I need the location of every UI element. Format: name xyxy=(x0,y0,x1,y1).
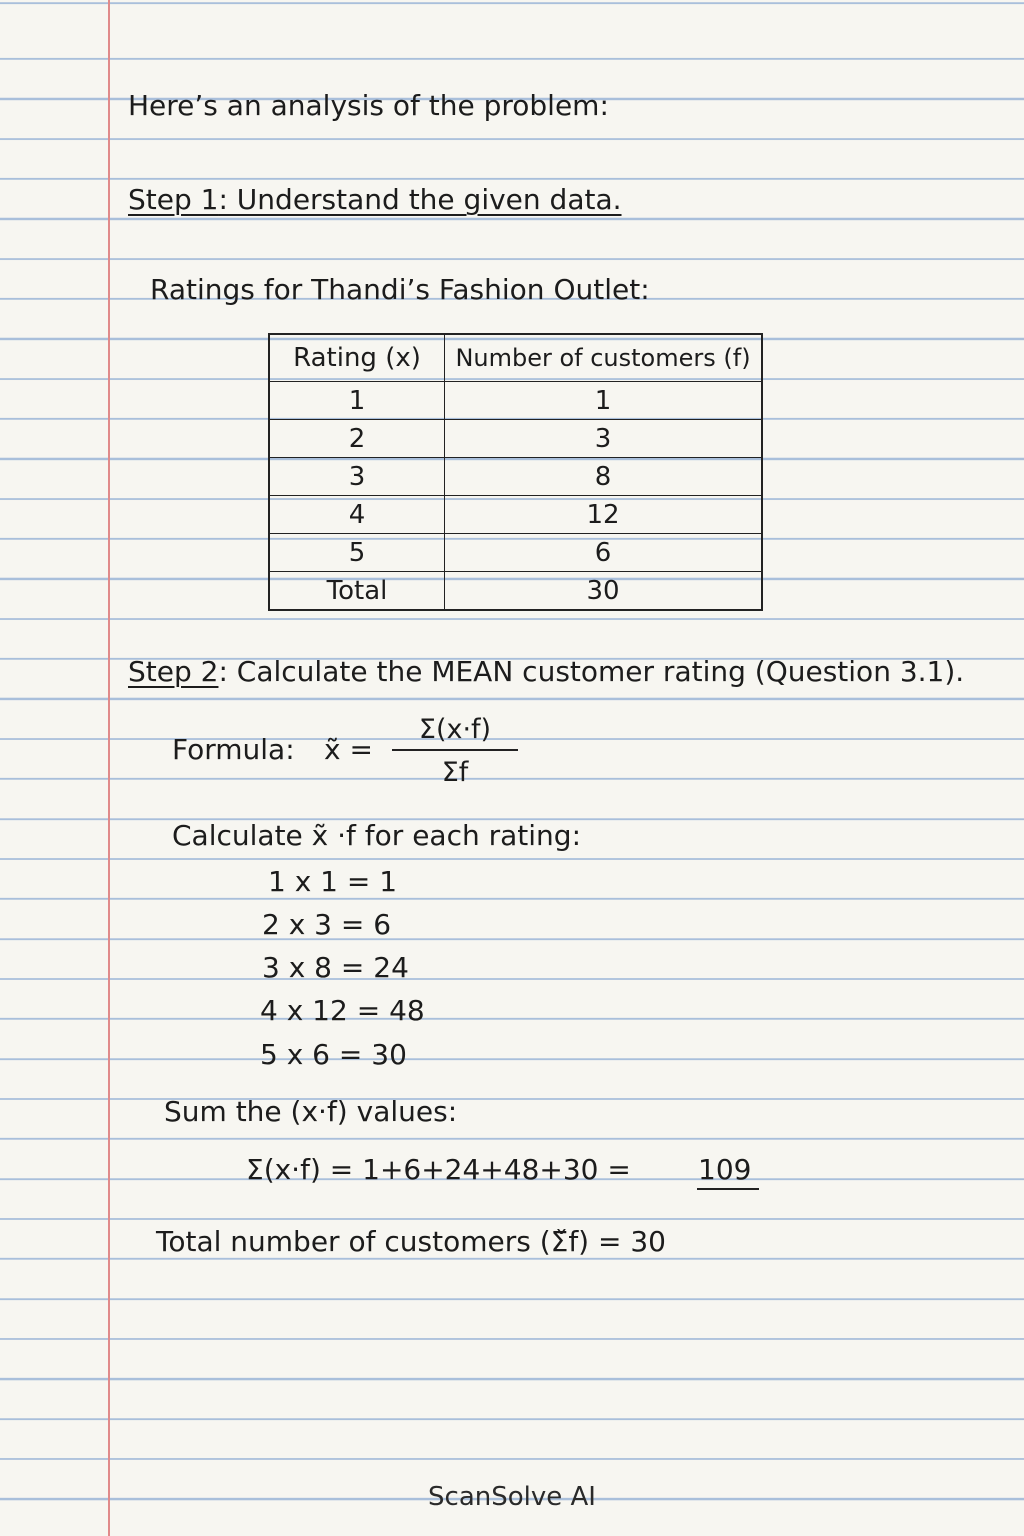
product-line: 5 x 6 = 30 xyxy=(260,1038,407,1071)
cell-customers: 1 xyxy=(445,382,763,420)
sum-result: 109 xyxy=(698,1153,752,1186)
cell-total-label: Total xyxy=(269,572,445,611)
product-line: 3 x 8 = 24 xyxy=(262,951,409,984)
cell-customers: 3 xyxy=(445,420,763,458)
formula-lhs: x̃ = xyxy=(324,733,373,766)
calc-intro: Calculate x̃ ·f for each rating: xyxy=(172,819,582,852)
product-line: 2 x 3 = 6 xyxy=(262,908,392,941)
step2-heading xyxy=(128,655,965,688)
formula-numerator: Σ(x·f) xyxy=(392,714,518,751)
step2-label: Step 2 xyxy=(128,655,219,688)
step1-label: Step 1 xyxy=(128,183,219,216)
sum-expression: Σ(x·f) = 1+6+24+48+30 = xyxy=(246,1153,631,1186)
table-row xyxy=(269,458,762,496)
cell-customers: 12 xyxy=(445,496,763,534)
formula-label: Formula: xyxy=(172,733,295,766)
notebook-margin-line xyxy=(108,0,110,1536)
sum-result-underline xyxy=(697,1188,759,1190)
cell-customers: 8 xyxy=(445,458,763,496)
table-total-row xyxy=(269,572,762,611)
table-row xyxy=(269,420,762,458)
cell-rating: 3 xyxy=(269,458,445,496)
cell-rating: 2 xyxy=(269,420,445,458)
cell-total-value: 30 xyxy=(445,572,763,611)
sum-intro: Sum the (x·f) values: xyxy=(164,1095,458,1128)
product-line: 1 x 1 = 1 xyxy=(268,865,398,898)
watermark: ScanSolve AI xyxy=(428,1482,596,1512)
step1-heading xyxy=(128,183,622,216)
table-row xyxy=(269,382,762,420)
ratings-table xyxy=(268,333,763,611)
formula-fraction xyxy=(392,714,518,788)
header-rating: Rating (x) xyxy=(269,334,445,382)
step1-text: : Understand the given data. xyxy=(218,183,622,216)
total-customers-line: Total number of customers (Σ̌f) = 30 xyxy=(156,1225,666,1258)
cell-rating: 5 xyxy=(269,534,445,572)
table-title: Ratings for Thandi’s Fashion Outlet: xyxy=(150,273,650,306)
header-customers: Number of customers (f) xyxy=(445,334,763,382)
intro-text: Here’s an analysis of the problem: xyxy=(128,89,609,122)
table-row xyxy=(269,534,762,572)
cell-customers: 6 xyxy=(445,534,763,572)
cell-rating: 4 xyxy=(269,496,445,534)
cell-rating: 1 xyxy=(269,382,445,420)
product-line: 4 x 12 = 48 xyxy=(260,994,425,1027)
step2-text: : Calculate the MEAN customer rating (Question 3.1). xyxy=(218,655,965,688)
table-header-row xyxy=(269,334,762,382)
formula-denominator: Σf xyxy=(441,757,469,788)
table-row xyxy=(269,496,762,534)
